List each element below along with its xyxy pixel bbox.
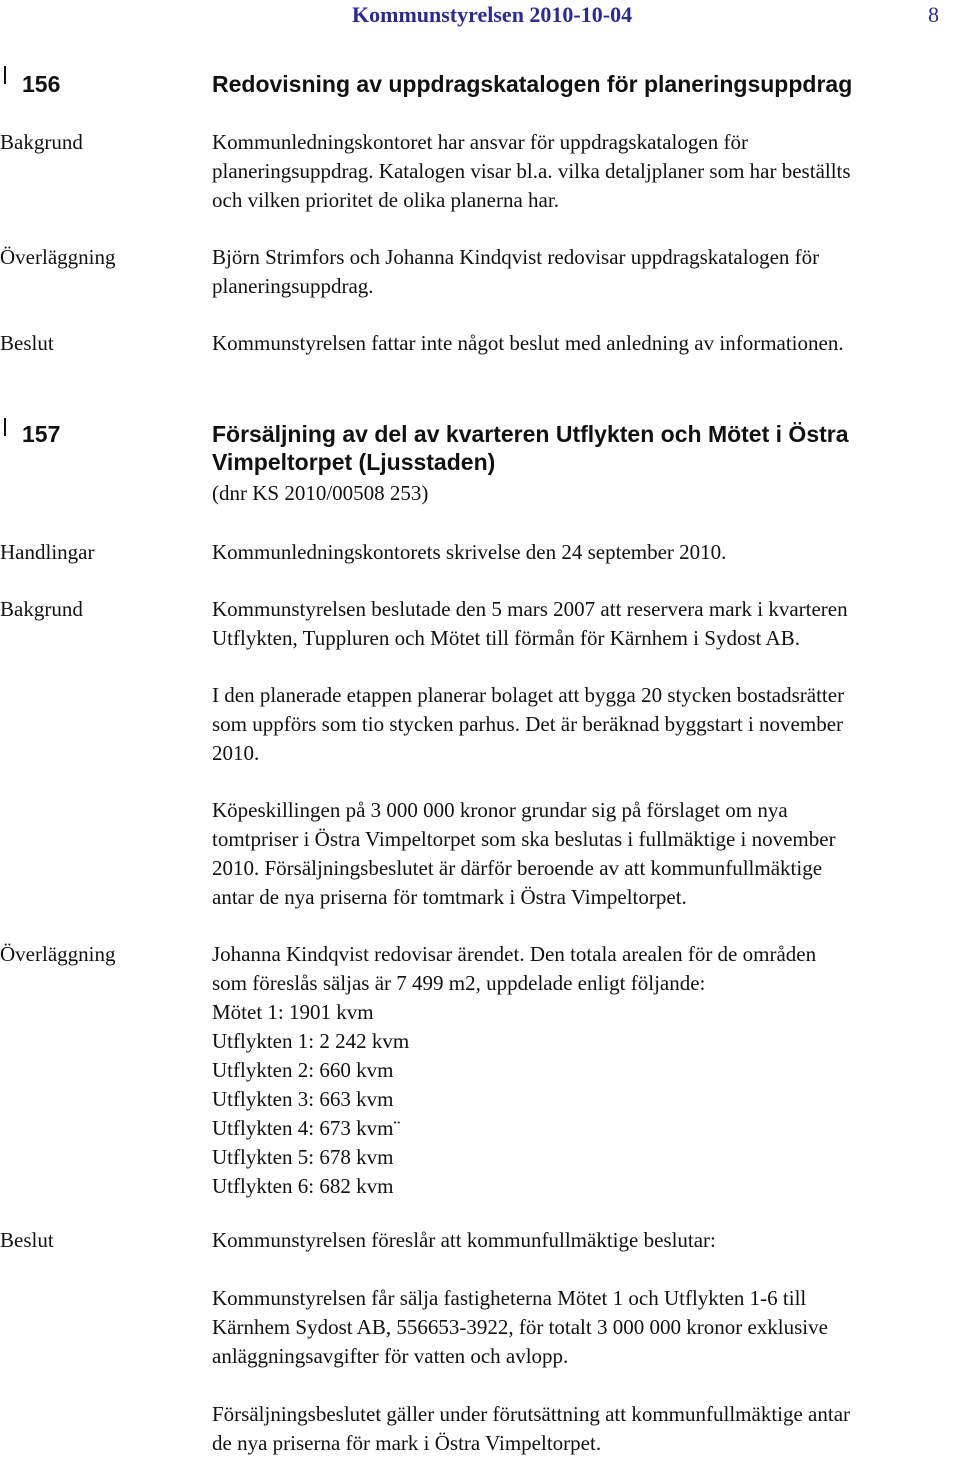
s157-beslut-intro (212, 1226, 958, 1255)
text-line: Kärnhem Sydost AB, 556653-3922, för totalt 3 000 000 kronor exklusive (212, 1315, 828, 1339)
area-list-item: Utflykten 3: 663 kvm (212, 1087, 394, 1111)
area-list-item: Utflykten 2: 660 kvm (212, 1058, 394, 1082)
text-line: Försäljningsbeslutet gäller under förutsättning att kommunfullmäktige antar (212, 1402, 851, 1426)
text-line: som föreslås säljas är 7 499 m2, uppdelade enligt följande: (212, 971, 706, 995)
s156-bakgrund-text (212, 128, 958, 215)
text-line: antar de nya priserna för tomtmark i Östra Vimpeltorpet. (212, 885, 687, 909)
section-157-title (212, 420, 942, 476)
s157-beslut-p1 (212, 1284, 958, 1371)
area-list-item: Utflykten 1: 2 242 kvm (212, 1029, 410, 1053)
s157-overlaggning-text (212, 940, 958, 1201)
text-line: planeringsuppdrag. (212, 274, 374, 298)
page-header-title: Kommunstyrelsen 2010-10-04 (352, 2, 633, 27)
text-line: planeringsuppdrag. Katalogen visar bl.a. vilka detaljplaner som har beställts (212, 159, 851, 183)
s157-dnr (212, 479, 958, 508)
s157-overlaggning-label: Överläggning (0, 942, 116, 966)
section-156-number: 156 (22, 71, 61, 97)
s156-beslut-text (212, 329, 958, 358)
text-line: Johanna Kindqvist redovisar ärendet. Den totala arealen för de områden (212, 942, 817, 966)
text-line: Kommunledningskontorets skrivelse den 24 september 2010. (212, 540, 727, 564)
title-line: Försäljning av del av kvarteren Utflykten och Mötet i Östra (212, 421, 849, 447)
text-line: Utflykten, Tuppluren och Mötet till förmån för Kärnhem i Sydost AB. (212, 626, 800, 650)
area-list-item: Mötet 1: 1901 kvm (212, 1000, 374, 1024)
text-line: de nya priserna för mark i Östra Vimpeltorpet. (212, 1431, 602, 1455)
title-line: Vimpeltorpet (Ljusstaden) (212, 449, 496, 475)
s157-beslut-label: Beslut (0, 1228, 54, 1252)
text-line: 2010. Försäljningsbeslutet är därför beroende av att kommunfullmäktige (212, 856, 823, 880)
text-line: Kommunstyrelsen fattar inte något beslut med anledning av informationen. (212, 331, 844, 355)
text-line: Kommunstyrelsen beslutade den 5 mars 2007 att reservera mark i kvarteren (212, 597, 848, 621)
area-list-item: Utflykten 6: 682 kvm (212, 1174, 394, 1198)
s157-handlingar-label: Handlingar (0, 540, 95, 564)
s156-overlaggning-text (212, 243, 958, 301)
section-157-number: 157 (22, 421, 61, 447)
text-line: Kommunledningskontoret har ansvar för uppdragskatalogen för (212, 130, 748, 154)
s157-bakgrund-label: Bakgrund (0, 597, 83, 621)
dnr-text: (dnr KS 2010/00508 253) (212, 481, 429, 505)
s156-beslut-label: Beslut (0, 331, 54, 355)
s156-bakgrund-label: Bakgrund (0, 130, 83, 154)
s157-bakgrund-p1 (212, 595, 958, 653)
text-line: Köpeskillingen på 3 000 000 kronor grundar sig på förslaget om nya (212, 798, 788, 822)
text-line: Kommunstyrelsen får sälja fastigheterna Mötet 1 och Utflykten 1-6 till (212, 1286, 807, 1310)
text-line: Björn Strimfors och Johanna Kindqvist redovisar uppdragskatalogen för (212, 245, 820, 269)
page-number: 8 (928, 2, 939, 27)
section-156-title: Redovisning av uppdragskatalogen för planeringsuppdrag (212, 71, 853, 97)
text-line: 2010. (212, 741, 260, 765)
s157-bakgrund-p3 (212, 796, 958, 912)
text-line: tomtpriser i Östra Vimpeltorpet som ska beslutas i fullmäktige i november (212, 827, 836, 851)
text-line: Kommunstyrelsen föreslår att kommunfullmäktige beslutar: (212, 1228, 716, 1252)
s157-beslut-p2 (212, 1400, 958, 1458)
section-marker (4, 66, 6, 84)
text-line: och vilken prioritet de olika planerna har. (212, 188, 559, 212)
s157-bakgrund-p2 (212, 681, 958, 768)
text-line: som uppförs som tio stycken parhus. Det är beräknad byggstart i november (212, 712, 844, 736)
area-list-item: Utflykten 5: 678 kvm (212, 1145, 394, 1169)
s157-handlingar-text (212, 538, 958, 567)
text-line: I den planerade etappen planerar bolaget att bygga 20 stycken bostadsrätter (212, 683, 845, 707)
text-line: anläggningsavgifter för vatten och avlopp. (212, 1344, 569, 1368)
area-list-item: Utflykten 4: 673 kvm¨ (212, 1116, 401, 1140)
section-marker (4, 418, 6, 436)
s156-overlaggning-label: Överläggning (0, 245, 116, 269)
